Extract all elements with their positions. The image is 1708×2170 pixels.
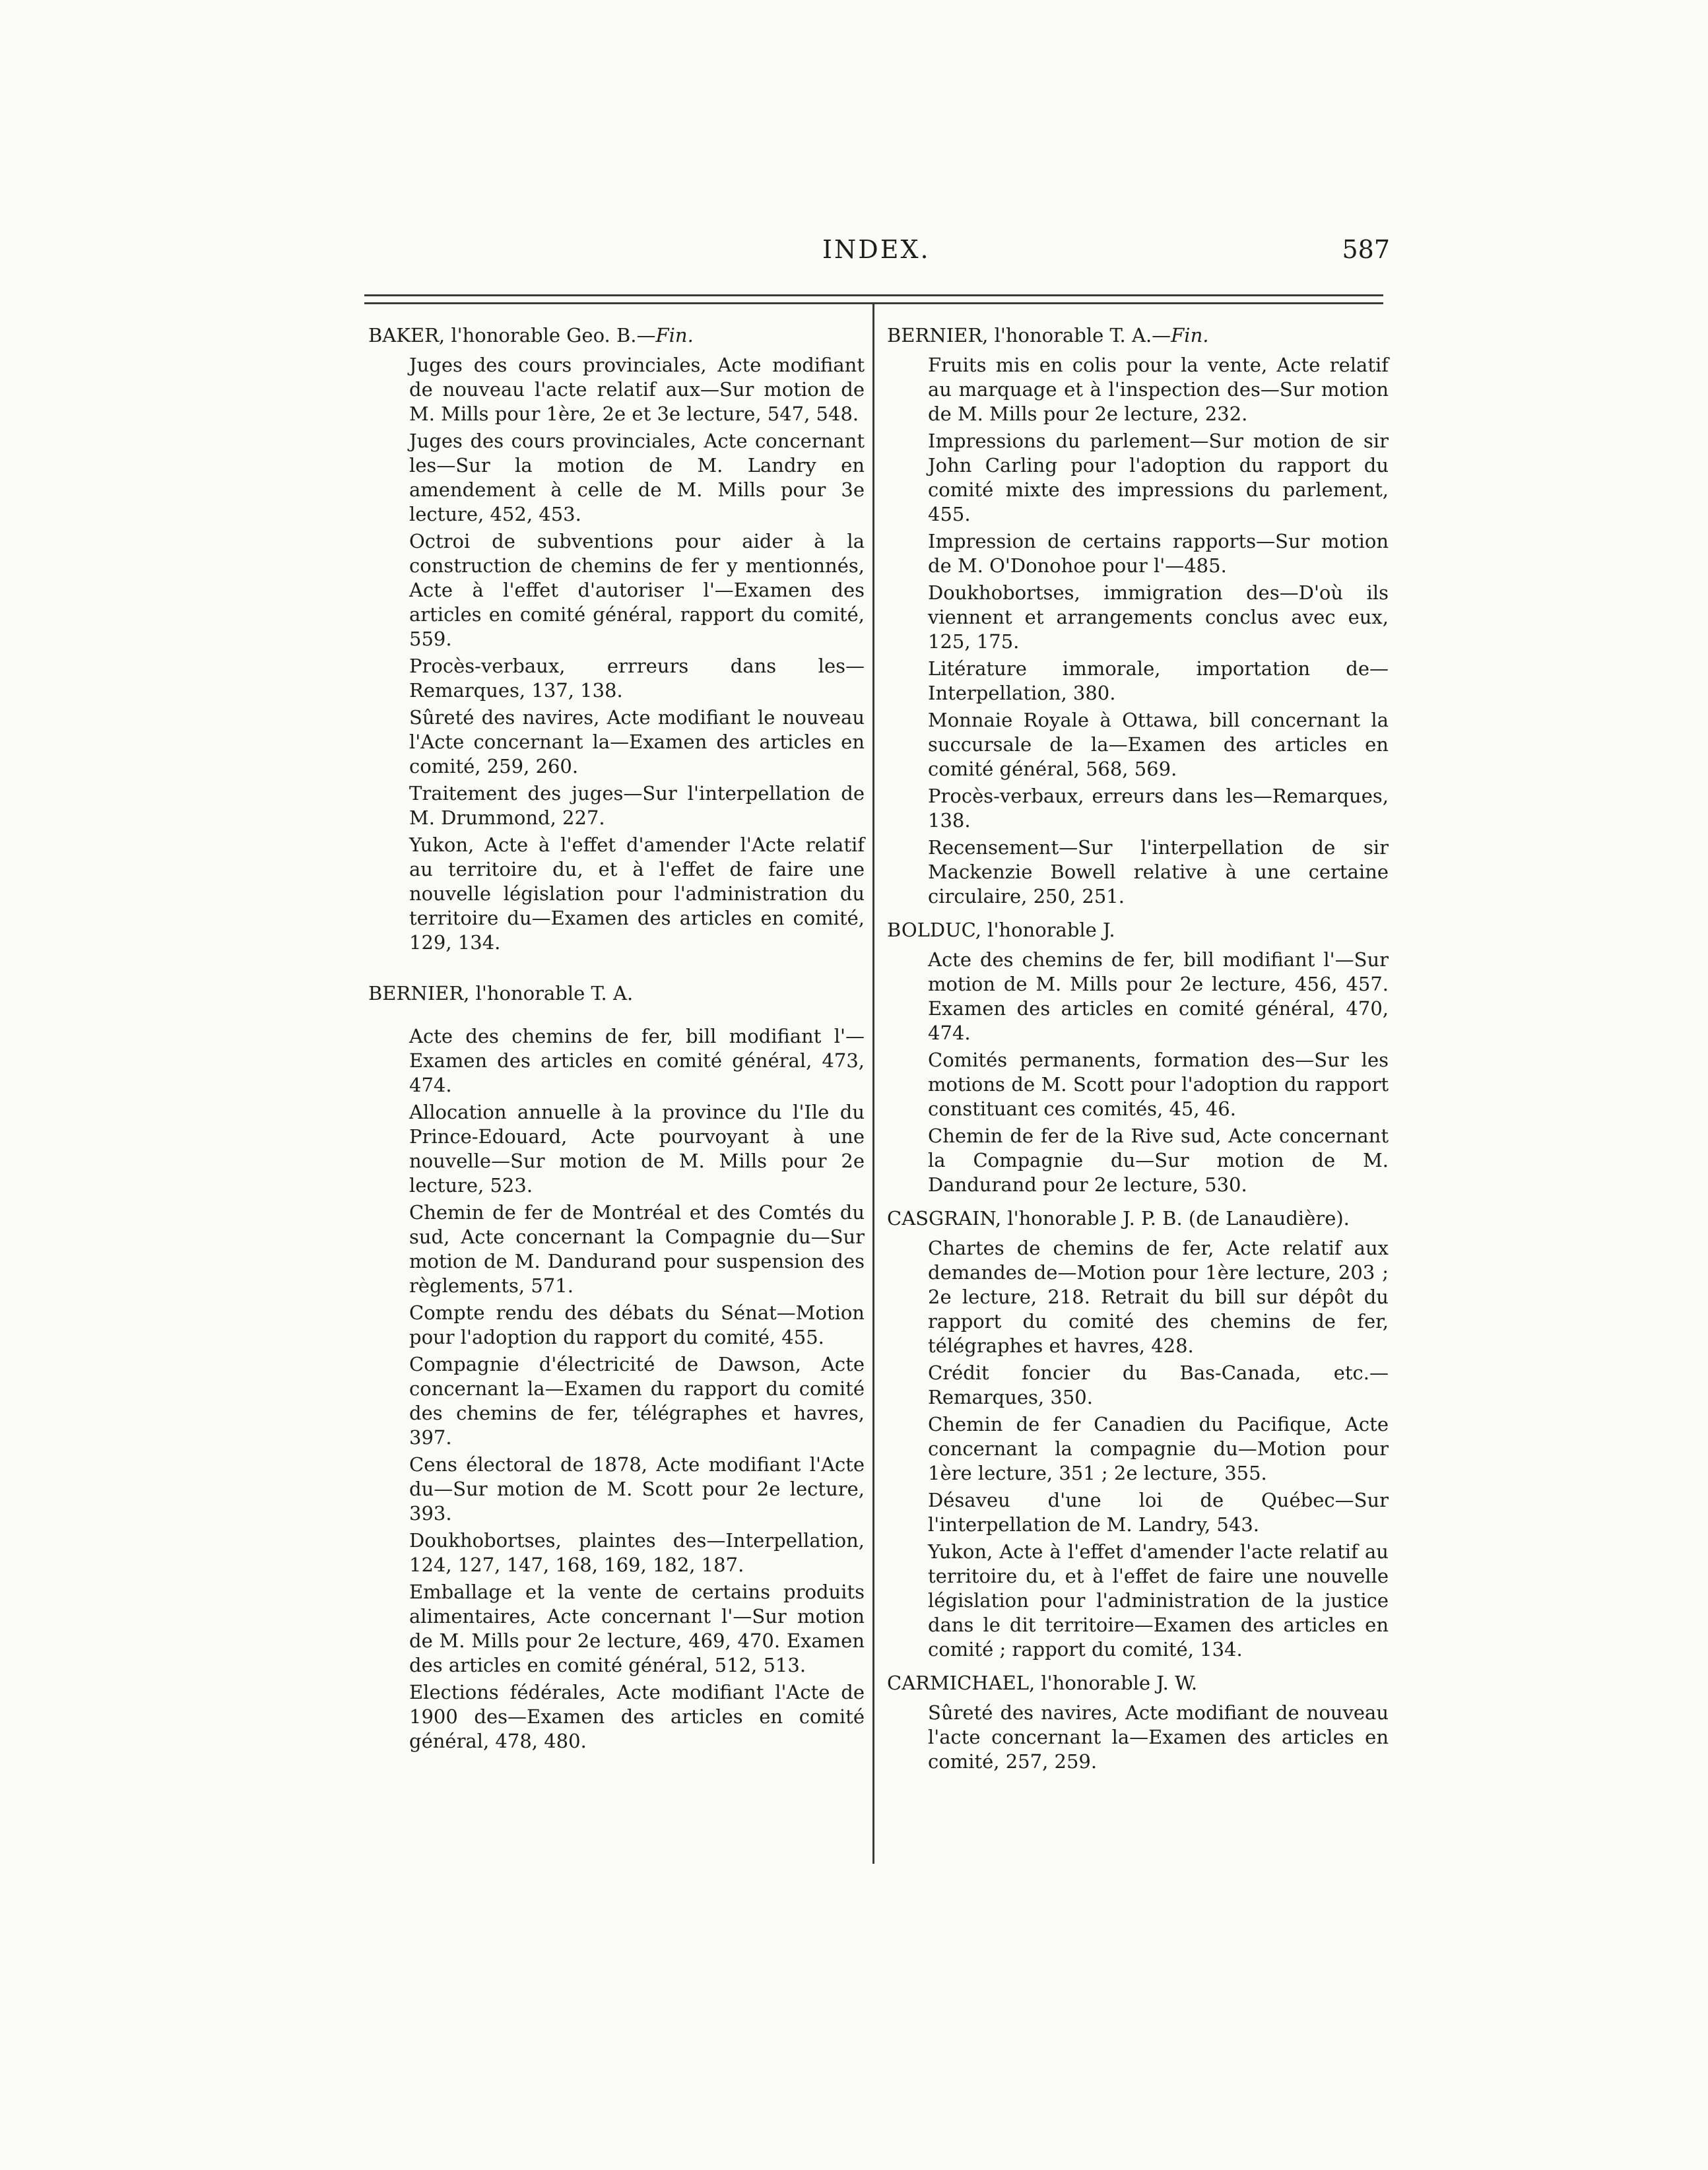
- index-entry: Impressions du parlement—Sur motion de sir John Carling pour l'adoption du rapport du comité mixte des impressions du parlement, 455.: [928, 430, 1389, 525]
- index-entry: Compagnie d'électricité de Dawson, Acte concernant la—Examen du rapport du comité des chemins de fer, télégraphes et havres, 397.: [409, 1353, 865, 1449]
- index-entry: Recensement—Sur l'interpellation de sir Mackenzie Bowell relative à une certaine circulaire, 250, 251.: [928, 836, 1389, 907]
- index-heading: CASGRAIN, l'honorable J. P. B. (de Lanaudière).: [887, 1207, 1350, 1230]
- right-column: [887, 323, 1389, 1777]
- index-entry: Doukhobortses, plaintes des—Interpellation, 124, 127, 147, 168, 169, 182, 187.: [409, 1529, 865, 1576]
- index-entry: Cens électoral de 1878, Acte modifiant l'Acte du—Sur motion de M. Scott pour 2e lecture, 393.: [409, 1453, 865, 1525]
- index-entry: Chemin de fer de la Rive sud, Acte concernant la Compagnie du—Sur motion de M. Dandurand pour 2e lecture, 530.: [928, 1125, 1389, 1196]
- index-entry: Yukon, Acte à l'effet d'amender l'Acte relatif au territoire du, et à l'effet de faire une nouvelle législation pour l'administration du territoire du—Examen des articles en comité, 129, 134.: [409, 834, 865, 954]
- index-entry: Doukhobortses, immigration des—D'où ils viennent et arrangements conclus avec eux, 125, 175.: [928, 581, 1389, 653]
- index-entry: Monnaie Royale à Ottawa, bill concernant la succursale de la—Examen des articles en comité général, 568, 569.: [928, 709, 1389, 780]
- index-entry: Crédit foncier du Bas-Canada, etc.—Remarques, 350.: [928, 1362, 1389, 1408]
- index-heading: BAKER, l'honorable Geo. B.—Fin.: [368, 324, 694, 346]
- index-entry: Désaveu d'une loi de Québec—Sur l'interpellation de M. Landry, 543.: [928, 1489, 1389, 1536]
- index-heading: BOLDUC, l'honorable J.: [887, 919, 1115, 941]
- index-entry: Procès-verbaux, errreurs dans les—Remarques, 137, 138.: [409, 655, 865, 702]
- index-heading: BERNIER, l'honorable T. A.: [368, 982, 634, 1004]
- page-number: 587: [1342, 235, 1390, 264]
- column-divider: [872, 304, 874, 1864]
- index-entry: Acte des chemins de fer, bill modifiant l'—Examen des articles en comité général, 473, 474.: [409, 1025, 865, 1096]
- header-rule-top: [364, 294, 1383, 296]
- index-entry: Litérature immorale, importation de—Interpellation, 380.: [928, 657, 1389, 704]
- index-entry: Sûreté des navires, Acte modifiant le nouveau l'Acte concernant la—Examen des articles en comité, 259, 260.: [409, 706, 865, 777]
- index-entry: Emballage et la vente de certains produits alimentaires, Acte concernant l'—Sur motion de M. Mills pour 2e lecture, 469, 470. Examen des articles en comité général, 512, 513.: [409, 1581, 865, 1676]
- index-entry: Yukon, Acte à l'effet d'amender l'acte relatif au territoire du, et à l'effet de faire une nouvelle législation pour l'administration de la justice dans le dit territoire—Examen des articles en comité ; rapport du comité, 134.: [928, 1540, 1389, 1660]
- index-entry: Juges des cours provinciales, Acte modifiant de nouveau l'acte relatif aux—Sur motion de M. Mills pour 1ère, 2e et 3e lecture, 547, 548.: [409, 354, 865, 425]
- index-entry: Chemin de fer Canadien du Pacifique, Acte concernant la compagnie du—Motion pour 1ère lecture, 351 ; 2e lecture, 355.: [928, 1413, 1389, 1484]
- page-header: [822, 235, 1390, 275]
- index-entry: Chemin de fer de Montréal et des Comtés du sud, Acte concernant la Compagnie du—Sur motion de M. Dandurand pour suspension des règlements, 571.: [409, 1201, 865, 1297]
- index-entry: Procès-verbaux, erreurs dans les—Remarques, 138.: [928, 785, 1389, 832]
- index-entry: Comités permanents, formation des—Sur les motions de M. Scott pour l'adoption du rapport constituant ces comités, 45, 46.: [928, 1049, 1389, 1120]
- page-title: INDEX.: [822, 235, 931, 264]
- index-entry: Juges des cours provinciales, Acte concernant les—Sur la motion de M. Landry en amendement à celle de M. Mills pour 3e lecture, 452, 453.: [409, 430, 865, 525]
- index-entry: Traitement des juges—Sur l'interpellation de M. Drummond, 227.: [409, 782, 865, 829]
- index-heading: BERNIER, l'honorable T. A.—Fin.: [887, 324, 1209, 346]
- index-entry: Elections fédérales, Acte modifiant l'Acte de 1900 des—Examen des articles en comité général, 478, 480.: [409, 1681, 865, 1752]
- index-entry: Sûreté des navires, Acte modifiant de nouveau l'acte concernant la—Examen des articles en comité, 257, 259.: [928, 1701, 1389, 1773]
- index-entry: Octroi de subventions pour aider à la construction de chemins de fer y mentionnés, Acte à l'effet d'autoriser l'—Examen des articles en comité général, rapport du comité, 559.: [409, 530, 865, 650]
- left-column: [368, 323, 865, 1756]
- index-entry: Acte des chemins de fer, bill modifiant l'—Sur motion de M. Mills pour 2e lecture, 456, 457. Examen des articles en comité général, 470, 474.: [928, 948, 1389, 1044]
- index-entry: Impression de certains rapports—Sur motion de M. O'Donohoe pour l'—485.: [928, 530, 1389, 577]
- index-entry: Chartes de chemins de fer, Acte relatif aux demandes de—Motion pour 1ère lecture, 203 ; 2e lecture, 218. Retrait du bill sur dépôt du rapport du comité des chemins de fer, télégraphes et havres, 428.: [928, 1237, 1389, 1357]
- index-entry: Compte rendu des débats du Sénat—Motion pour l'adoption du rapport du comité, 455.: [409, 1301, 865, 1348]
- index-entry: Allocation annuelle à la province du l'Ile du Prince-Edouard, Acte pourvoyant à une nouvelle—Sur motion de M. Mills pour 2e lecture, 523.: [409, 1101, 865, 1197]
- index-entry: Fruits mis en colis pour la vente, Acte relatif au marquage et à l'inspection des—Sur motion de M. Mills pour 2e lecture, 232.: [928, 354, 1389, 425]
- index-heading: CARMICHAEL, l'honorable J. W.: [887, 1672, 1198, 1694]
